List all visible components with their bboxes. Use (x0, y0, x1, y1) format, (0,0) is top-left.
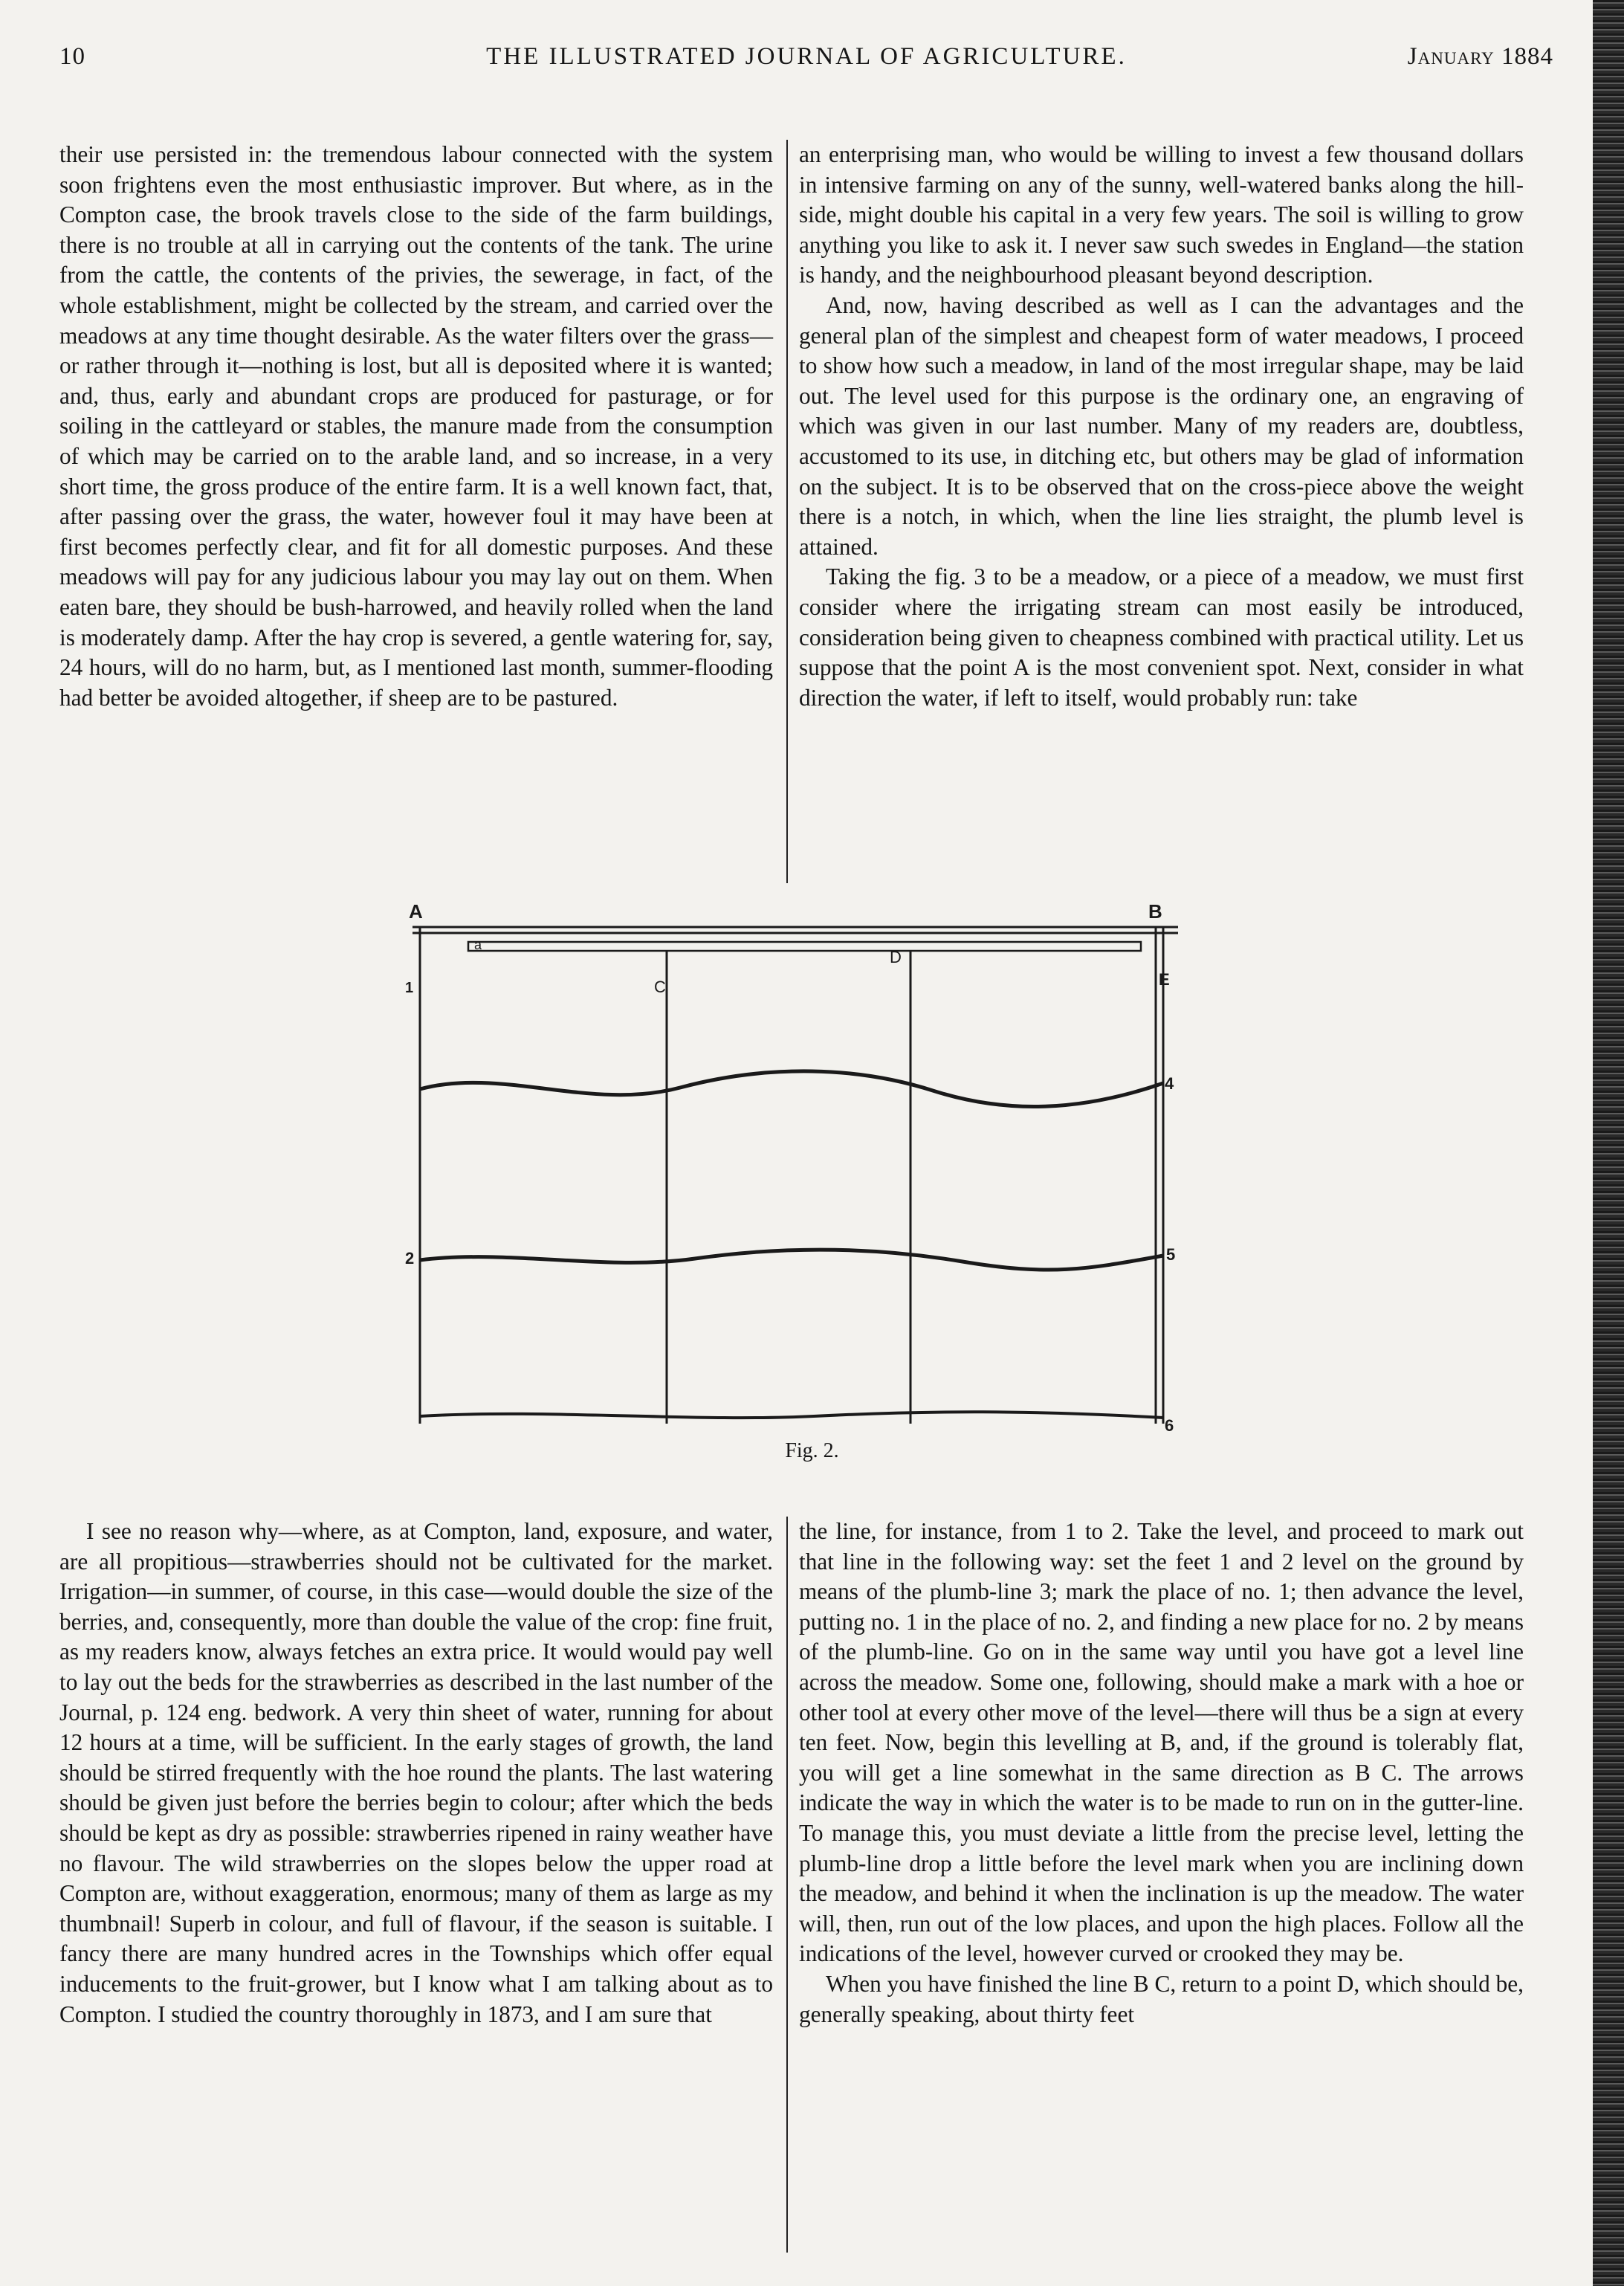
journal-title: THE ILLUSTRATED JOURNAL OF AGRICULTURE. (486, 43, 1127, 70)
figure-meadow-plan (398, 888, 1226, 1453)
bottom-right-column (799, 1517, 1524, 2030)
meadow-diagram (398, 888, 1226, 1453)
paragraph: When you have finished the line B C, return to a point D, which should be, generally speaking, about thirty feet (799, 1970, 1524, 2027)
label-6: 6 (1165, 1416, 1174, 1435)
label-a-small: a (474, 937, 482, 952)
paragraph: the line, for instance, from 1 to 2. Take the level, and proceed to mark out that line in the following way: set the feet 1 and 2 level on the ground by means of the plumb-line 3; mark the place of no. 1; then advance the level, putting no. 1 in the place of no. 2, and finding a new place for no. 2 by means of the plumb-line. Go on in the same way until you have got a level line across the meadow. Some one, following, should make a mark with a hoe or other tool at every other move of the level—there will thus be a sign at every ten feet. Now, begin this levelling at B, and, if the ground is tolerably flat, you will get a line somewhat in the same direction as B C. The arrows indicate the way in which the water is to be made to run on in the gutter-line. To manage this, you must deviate a little from the precise level, letting the plumb-line drop a little before the level mark when you are inclining down the meadow, and behind it when the inclination is up the meadow. The water will, then, run out of the low places, and upon the high places. Follow all the indications of the level, however curved or crooked they may be. (799, 1518, 1524, 1967)
label-4: 4 (1165, 1074, 1174, 1093)
page-edge-binding (1593, 0, 1624, 2286)
figure-caption: Fig. 2. (785, 1439, 839, 1462)
level-line-3 (420, 1412, 1163, 1418)
paragraph: And, now, having described as well as I can the advantages and the general plan of the simplest and cheapest form of water meadows, I proceed to show how such a meadow, in land of the most irregular shape, may be laid out. The level used for this purpose is the ordinary one, an engraving of which was given in our last number. Many of my readers are, doubtless, accustomed to its use, in ditching etc, but others may be glad of information on the subject. It is to be observed that on the cross-piece above the weight there is a notch, in which, when the line lies straight, the plumb level is attained. (799, 291, 1524, 560)
bottom-left-column (59, 1517, 773, 2030)
label-5: 5 (1166, 1245, 1176, 1264)
label-d-point: D (890, 948, 902, 966)
paragraph: an enterprising man, who would be willing to invest a few thousand dollars in intensive farming on any of the sunny, well-watered banks along the hill-side, might double his capital in a very few years. The soil is willing to grow anything you like to ask it. I never saw such swedes in England—the station is handy, and the neighbourhood pleasant beyond description. (799, 141, 1524, 288)
label-e-point: E (1159, 970, 1170, 989)
level-line-2 (420, 1250, 1163, 1270)
level-line-1 (420, 1071, 1163, 1107)
column-divider (786, 1517, 788, 2253)
label-a-point: A (409, 900, 423, 923)
branch-channel (468, 942, 1141, 951)
column-divider (786, 140, 788, 883)
top-left-column (59, 140, 773, 713)
paragraph: Taking the fig. 3 to be a meadow, or a piece of a meadow, we must first consider where the irrigating stream can most easily be introduced, consideration being given to cheapness combined with practical utility. Let us suppose that the point A is the most convenient spot. Next, consider in what direction the water, if left to itself, would probably run: take (799, 564, 1524, 711)
issue-date: January 1884 (1407, 43, 1553, 70)
label-2: 2 (405, 1249, 415, 1268)
label-b-point: B (1148, 900, 1162, 923)
page-number: 10 (59, 43, 85, 70)
label-c-point: C (654, 978, 666, 996)
label-1: 1 (405, 980, 414, 996)
paragraph: their use persisted in: the tremendous labour connected with the system soon frightens even the most enthusiastic improver. But where, as in the Compton case, the brook travels close to the side of the farm buildings, there is no trouble at all in carrying out the contents of the tank. The urine from the cattle, the contents of the privies, the sewerage, in fact, of the whole establishment, might be collected by the stream, and carried over the meadows at any time thought desirable. As the water filters over the grass—or rather through it—nothing is lost, but all is deposited where it is wanted; and, thus, early and abundant crops are produced for pasturage, or for soiling in the cattleyard or stables, the manure made from the consumption of which may be carried on to the arable land, and so increase, in a very short time, the gross produce of the entire farm. It is a well known fact, that, after passing over the grass, the water, however foul it may have been at first becomes perfectly clear, and fit for all domestic purposes. And these meadows will pay for any judicious labour you may lay out on them. When eaten bare, they should be bush-harrowed, and heavily rolled when the land is moderately damp. After the hay crop is severed, a gentle watering for, say, 24 hours, will do no harm, but, as I mentioned last month, summer-flooding had better be avoided altogether, if sheep are to be pastured. (59, 141, 773, 711)
paragraph: I see no reason why—where, as at Compton, land, exposure, and water, are all propitious—strawberries should not be cultivated for the market. Irrigation—in summer, of course, in this case—would double the size of the berries, and, consequently, more than double the value of the crop: fine fruit, as my readers know, always fetches an extra price. It would would pay well to lay out the beds for the strawberries as described in the last number of the Journal, p. 124 eng. bedwork. A very thin sheet of water, running for about 12 hours at a time, will be sufficient. In the early stages of growth, the land should be stirred frequently with the hoe round the plants. The last watering should be given just before the berries begin to colour; after which the beds should be kept as dry as possible: strawberries ripened in rainy weather have no flavour. The wild strawberries on the slopes below the upper road at Compton are, without exaggeration, enormous; many of them as large as my thumbnail! Superb in colour, and full of flavour, if the season is suitable. I fancy there are many hundred acres in the Townships which offer equal inducements to the fruit-grower, but I know what I am talking about as to Compton. I studied the country thoroughly in 1873, and I am sure that (59, 1518, 773, 2027)
page-header (59, 43, 1553, 79)
top-right-column (799, 140, 1524, 713)
